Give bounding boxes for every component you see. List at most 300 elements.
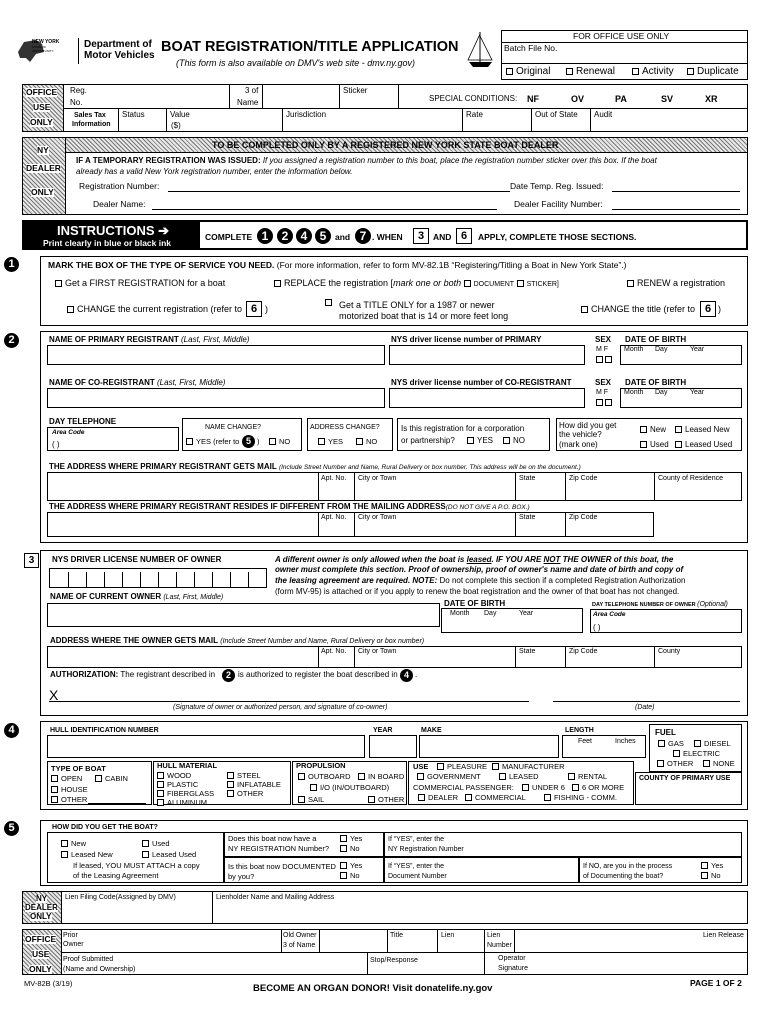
ny-reg-q2: NY REGISTRATION Number?	[228, 844, 329, 853]
authorization-text: AUTHORIZATION: The registrant described in	[50, 670, 216, 679]
make-input[interactable]	[419, 735, 559, 758]
resides-address-input[interactable]	[47, 512, 654, 537]
name-label: Name	[237, 98, 259, 107]
hull-plastic[interactable]: PLASTIC	[157, 781, 198, 789]
sex-mf-label: M F	[596, 346, 609, 353]
documented-q1: Is this boat now DOCUMENTED	[228, 862, 336, 871]
vehicle-used-checkbox[interactable]	[640, 441, 647, 448]
boat-new-checkbox[interactable]	[61, 840, 68, 847]
use-pleasure-checkbox[interactable]	[437, 763, 444, 770]
office2-side-1: OFFICE	[25, 934, 57, 944]
fuel-electric-checkbox[interactable]	[673, 750, 680, 757]
name-change-yes-checkbox[interactable]	[186, 438, 193, 445]
owner-note-3: the leasing agreement are required. NOTE: Do not complete this section if a completed Registration Authorization	[275, 576, 686, 585]
change-title-option[interactable]: CHANGE the title (refer to	[581, 305, 695, 314]
lien-release-label: Lien Release	[703, 932, 744, 939]
out-of-state-label: Out of State	[535, 110, 578, 119]
documenting-yes[interactable]: Yes	[701, 862, 723, 870]
boat-used-checkbox[interactable]	[142, 840, 149, 847]
title-only-label-2: motorized boat that is 14 or more feet long	[339, 311, 509, 321]
dealer-name-label: Dealer Name:	[93, 199, 146, 209]
office-side-2: USE	[33, 102, 51, 112]
use-leased-checkbox[interactable]	[499, 773, 506, 780]
name-change-yes[interactable]: YES (refer to	[186, 438, 239, 446]
dealer-side-2: DEALER	[26, 163, 61, 173]
dealer2-side-1: NY	[36, 894, 48, 903]
date-temp-field[interactable]	[612, 191, 740, 192]
hull-steel-checkbox[interactable]	[227, 772, 234, 779]
use-government-checkbox[interactable]	[417, 773, 424, 780]
type-label: TYPE OF BOAT	[51, 764, 106, 773]
use-under-6[interactable]: UNDER 6	[522, 784, 565, 792]
dob-year: Year	[690, 346, 705, 353]
how-vehicle-label-2: the vehicle?	[559, 430, 602, 439]
make-label: MAKE	[421, 727, 442, 734]
auth-period: .	[415, 670, 418, 679]
when-section-6: 6	[456, 228, 472, 244]
resides-apt-label: Apt. No.	[321, 514, 347, 521]
sex-m-checkbox[interactable]	[596, 356, 603, 363]
documented-no[interactable]: No	[340, 872, 360, 880]
corporation-yes-checkbox[interactable]	[467, 437, 474, 444]
fuel-other-checkbox[interactable]	[657, 760, 664, 767]
operator-label: Operator	[498, 955, 526, 962]
dealer-side-3: ONLY	[31, 187, 54, 197]
agency-name: NEW YORK	[32, 39, 60, 45]
nys-lic-co-input[interactable]	[389, 388, 585, 408]
use-label: USE	[413, 762, 429, 771]
complete-label: COMPLETE	[205, 232, 253, 242]
primary-registrant-input[interactable]	[47, 345, 385, 365]
commercial-passenger-label: COMMERCIAL PASSENGER:	[413, 783, 514, 792]
renew-registration-option[interactable]: RENEW a registration	[627, 279, 725, 288]
type-cabin[interactable]: CABIN	[95, 775, 128, 783]
vehicle-leased-used-checkbox[interactable]	[675, 441, 682, 448]
corporation-label: Is this registration for a corporation	[401, 424, 525, 433]
condition-sv: SV	[661, 94, 674, 104]
hull-wood-checkbox[interactable]	[157, 772, 164, 779]
inches-label: Inches	[615, 738, 636, 745]
when-section-3: 3	[413, 228, 429, 244]
name-change-section-ref: 5	[242, 435, 255, 448]
ny-reg-if-yes-2: NY Registration Number	[388, 846, 464, 853]
title-only-checkbox[interactable]	[325, 299, 332, 306]
use-fishing[interactable]: FISHING - COMM.	[544, 794, 617, 802]
prop-other-checkbox[interactable]	[368, 796, 375, 803]
use-manufacturer[interactable]: MANUFACTURER	[492, 763, 565, 771]
prop-sail-checkbox[interactable]	[298, 796, 305, 803]
prop-outboard-checkbox[interactable]	[298, 773, 305, 780]
ny-reg-q1: Does this boat now have a	[228, 834, 317, 843]
dob-day: Day	[655, 346, 668, 353]
co-sex-mf-label: M F	[596, 389, 609, 396]
signature-caption: (Signature of owner or authorized person, and signature of co-owner)	[173, 704, 388, 711]
owner-note-4: (form MV-95) is attached or if you apply to renew the boat registration and the owner of that boat has not changed.	[275, 587, 680, 596]
fuel-gas[interactable]: GAS	[658, 740, 684, 748]
facility-field[interactable]	[612, 209, 740, 210]
hull-steel[interactable]: STEEL	[227, 772, 261, 780]
information-label: Information	[72, 121, 111, 128]
hull-aluminum[interactable]: ALUMINUM	[157, 799, 207, 807]
old-owner-label: Old Owner	[283, 932, 317, 939]
type-house[interactable]: HOUSE	[51, 786, 88, 794]
name-change-no[interactable]: NO	[269, 438, 290, 446]
owner-dob-label: DATE OF BIRTH	[444, 599, 506, 608]
first-registration-option[interactable]: Get a FIRST REGISTRATION for a boat	[55, 279, 225, 288]
sales-tax-label: Sales Tax	[74, 112, 106, 119]
complete-step-5: 5	[315, 228, 331, 244]
hull-inflatable[interactable]: INFLATABLE	[227, 781, 281, 789]
office2-side-2: USE	[32, 949, 50, 959]
boat-new[interactable]: New	[61, 840, 86, 848]
ny-reg-yes[interactable]: Yes	[340, 835, 362, 843]
nys-lic-primary-label: NYS driver license number of PRIMARY	[391, 335, 542, 344]
signature-line[interactable]	[49, 701, 529, 702]
address-change-yes-checkbox[interactable]	[318, 438, 325, 445]
fuel-other[interactable]: OTHER	[657, 760, 693, 768]
date-caption: (Date)	[635, 704, 655, 711]
dealer-banner: TO BE COMPLETED ONLY BY A REGISTERED NEW YORK STATE BOAT DEALER	[212, 140, 559, 150]
owner-license-label: NYS DRIVER LICENSE NUMBER OF OWNER	[52, 555, 222, 564]
office-use-title: FOR OFFICE USE ONLY	[573, 31, 670, 41]
hin-input[interactable]	[47, 735, 365, 758]
when-label: . WHEN	[372, 232, 403, 242]
proof-label-2: (Name and Ownership)	[63, 966, 136, 973]
first-registration-checkbox[interactable]	[55, 280, 62, 287]
dept-name: Department of	[84, 39, 152, 50]
form-number: MV-82B (3/19)	[24, 979, 73, 988]
year-label: YEAR	[373, 727, 393, 734]
co-sex-label: SEX	[595, 378, 612, 387]
proof-label: Proof Submitted	[63, 956, 114, 963]
agency-line-2: STATE OF	[32, 45, 47, 49]
hull-label: HULL MATERIAL	[157, 761, 218, 770]
lien-label: Lien	[441, 932, 455, 939]
hin-label: HULL IDENTIFICATION NUMBER	[50, 727, 159, 734]
co-registrant-label: NAME OF CO-REGISTRANT (Last, First, Middle)	[49, 378, 226, 387]
hull-plastic-checkbox[interactable]	[157, 781, 164, 788]
corporation-no[interactable]: NO	[503, 437, 525, 445]
day-telephone-label: DAY TELEPHONE	[49, 417, 117, 426]
resides-zip-label: Zip Code	[569, 514, 598, 521]
co-sex-f-checkbox[interactable]	[605, 399, 612, 406]
address-change-no-checkbox[interactable]	[356, 438, 363, 445]
resides-address-label: THE ADDRESS WHERE PRIMARY REGISTRANT RESIDES IF DIFFERENT FROM THE MAILING ADDRESS(DO NOT GIVE A P.O. BOX.)	[49, 502, 530, 511]
vehicle-new-checkbox[interactable]	[640, 426, 647, 433]
address-change-box	[307, 418, 393, 451]
reg-number-label: Registration Number:	[79, 181, 160, 191]
condition-nf: NF	[527, 94, 539, 104]
agency-line-3: OPPORTUNITY.	[32, 49, 55, 53]
corporation-yes[interactable]: YES	[467, 437, 493, 445]
fuel-diesel-checkbox[interactable]	[694, 740, 701, 747]
complete-step-2: 2	[277, 228, 293, 244]
use-leased[interactable]: LEASED	[499, 773, 539, 781]
type-open[interactable]: OPEN	[51, 775, 82, 783]
owner-dob-day: Day	[484, 610, 497, 617]
change-title-section-ref: 6	[700, 301, 716, 317]
option-renewal[interactable]: Renewal	[566, 67, 615, 77]
prop-io-checkbox[interactable]	[310, 784, 317, 791]
option-activity[interactable]: Activity	[632, 67, 674, 77]
use-commercial[interactable]: COMMERCIAL	[465, 794, 526, 802]
owner-zip-label: Zip Code	[569, 648, 598, 655]
if-no-label: If NO, are you in the process	[583, 863, 673, 870]
dob-month: Month	[624, 346, 644, 353]
replace-registration-option[interactable]: REPLACE the registration [mark one or both DOCUMENT STICKER]	[274, 279, 559, 288]
owner-city-label: City or Town	[358, 648, 397, 655]
owner-label: Owner	[63, 941, 84, 948]
co-sex-m-checkbox[interactable]	[596, 399, 603, 406]
current-owner-label: NAME OF CURRENT OWNER (Last, First, Middle)	[50, 592, 224, 601]
hull-other-checkbox[interactable]	[227, 790, 234, 797]
and2-label: AND	[433, 232, 452, 242]
lien-code-label: Lien Filing Code(Assigned by DMV)	[65, 894, 176, 901]
use-pleasure[interactable]: PLEASURE	[437, 763, 487, 771]
auth-section-2: 2	[222, 669, 235, 682]
complete-step-1: 1	[257, 228, 273, 244]
change-registration-option[interactable]: CHANGE the current registration (refer to	[67, 305, 242, 314]
documenting-yes-checkbox[interactable]	[701, 862, 708, 869]
use-6-or-more[interactable]: 6 OR MORE	[572, 784, 624, 792]
hull-other[interactable]: OTHER	[227, 790, 263, 798]
co-dob-month: Month	[624, 389, 644, 396]
fuel-electric[interactable]: ELECTRIC	[673, 750, 720, 758]
date-line[interactable]	[553, 701, 740, 702]
complete-step-7: 7	[355, 228, 371, 244]
owner-area-paren: ( )	[593, 623, 601, 632]
option-duplicate[interactable]: Duplicate	[687, 67, 739, 77]
documenting-no-checkbox[interactable]	[701, 872, 708, 879]
activity-checkbox[interactable]	[632, 68, 639, 75]
ny-reg-no[interactable]: No	[340, 845, 360, 853]
page-number: PAGE 1 OF 2	[690, 978, 742, 988]
hull-fiberglass[interactable]: FIBERGLASS	[157, 790, 214, 798]
instructions-sub: Print clearly in blue or black ink	[43, 238, 172, 248]
original-checkbox[interactable]	[506, 68, 513, 75]
dob-label: DATE OF BIRTH	[625, 335, 687, 344]
name-change-no-checkbox[interactable]	[269, 438, 276, 445]
renew-registration-checkbox[interactable]	[627, 280, 634, 287]
use-government[interactable]: GOVERNMENT	[417, 773, 481, 781]
change-registration-checkbox[interactable]	[67, 306, 74, 313]
type-other-checkbox[interactable]	[51, 796, 58, 803]
documenting-no[interactable]: No	[701, 872, 721, 880]
number-label: Number	[487, 942, 512, 949]
documented-yes[interactable]: Yes	[340, 862, 362, 870]
mail-city-label: City or Town	[358, 475, 397, 482]
co-dob-year: Year	[690, 389, 705, 396]
date-temp-label: Date Temp. Reg. Issued:	[510, 181, 604, 191]
section-1-instructions: MARK THE BOX OF THE TYPE OF SERVICE YOU NEED. (For more information, refer to form MV-82.1B “Registering/Titling a Boat in New York State”.)	[48, 260, 627, 270]
address-change-yes[interactable]: YES	[318, 438, 343, 446]
prop-sail[interactable]: SAIL	[298, 796, 324, 804]
co-dob-label: DATE OF BIRTH	[625, 378, 687, 387]
owner-dob-month: Month	[450, 610, 470, 617]
status-label: Status	[122, 110, 145, 119]
area-code-label: Area Code	[52, 429, 85, 436]
section-2-number: 2	[4, 333, 19, 348]
owner-state-label: State	[519, 648, 536, 655]
sticker-checkbox[interactable]	[517, 280, 524, 287]
primary-registrant-label: NAME OF PRIMARY REGISTRANT (Last, First, Middle)	[49, 335, 250, 344]
dept-name-2: Motor Vehicles	[84, 50, 155, 61]
close-paren-2: )	[718, 304, 721, 314]
dollar-label: ($)	[171, 121, 181, 130]
facility-label: Dealer Facility Number:	[514, 199, 603, 209]
operator-signature-label: Signature	[498, 965, 528, 972]
type-cabin-checkbox[interactable]	[95, 775, 102, 782]
name-change-box	[182, 418, 302, 451]
hull-wood[interactable]: WOOD	[157, 772, 191, 780]
close-paren-3: )	[257, 437, 260, 446]
hull-aluminum-checkbox[interactable]	[157, 799, 164, 806]
owner-area-code: Area Code	[593, 611, 626, 618]
form-title: BOAT REGISTRATION/TITLE APPLICATION	[161, 39, 459, 55]
dealer2-side-3: ONLY	[30, 912, 52, 921]
owner-dob-year: Year	[519, 610, 534, 617]
prop-io[interactable]: I/O (IN/OUTBOARD)	[310, 784, 389, 792]
prior-label: Prior	[63, 932, 78, 939]
vehicle-new[interactable]: New	[640, 426, 666, 434]
batch-label: Batch File No.	[504, 43, 558, 53]
change-registration-section-ref: 6	[246, 301, 262, 317]
owner-apt-label: Apt. No.	[321, 648, 347, 655]
if-leased-label-2: of the Leasing Agreement	[73, 871, 159, 880]
boat-used[interactable]: Used	[142, 840, 170, 848]
boat-leased-new-checkbox[interactable]	[61, 851, 68, 858]
ny-reg-yes-checkbox[interactable]	[340, 835, 347, 842]
how-got-boat-label: HOW DID YOU GET THE BOAT?	[52, 824, 158, 831]
change-title-checkbox[interactable]	[581, 306, 588, 313]
condition-xr: XR	[705, 94, 718, 104]
instructions-title: INSTRUCTIONS ➔	[57, 223, 170, 238]
owner-note-2: owner must complete this section. Proof of ownership, proof of owner's name and date of birth and copy of	[275, 565, 684, 574]
hull-inflatable-checkbox[interactable]	[227, 781, 234, 788]
jurisdiction-label: Jurisdiction	[286, 110, 327, 119]
dealer-name-field[interactable]	[152, 209, 497, 210]
use-under-6-checkbox[interactable]	[522, 784, 529, 791]
no-label: No.	[70, 98, 83, 107]
corporation-label-2: or partnership?	[401, 436, 455, 445]
section-3-number: 3	[24, 553, 39, 568]
complete-step-4: 4	[296, 228, 312, 244]
temp-reg-text: IF A TEMPORARY REGISTRATION WAS ISSUED: If you assigned a registration number to this boat, place the registration number sticker over this box. If the boat	[76, 156, 657, 165]
reg-label: Reg.	[70, 86, 87, 95]
use-manufacturer-checkbox[interactable]	[492, 763, 499, 770]
fuel-diesel[interactable]: DIESEL	[694, 740, 731, 748]
vehicle-leased-used[interactable]: Leased Used	[675, 441, 732, 449]
prop-outboard[interactable]: OUTBOARD	[298, 773, 351, 781]
nys-lic-primary-input[interactable]	[389, 345, 585, 365]
fuel-gas-checkbox[interactable]	[658, 740, 665, 747]
owner-county-label: County	[658, 648, 681, 655]
use-fishing-checkbox[interactable]	[544, 794, 551, 801]
sticker-label: Sticker	[343, 86, 368, 95]
name-change-label: NAME CHANGE?	[205, 424, 262, 431]
documented-no-checkbox[interactable]	[340, 872, 347, 879]
how-vehicle-label: How did you get	[559, 421, 617, 430]
ny-reg-no-checkbox[interactable]	[340, 845, 347, 852]
if-no-label-2: of Documenting the boat?	[583, 873, 664, 880]
nys-lic-co-label: NYS driver license number of CO-REGISTRANT	[391, 378, 572, 387]
title-label: Title	[390, 932, 403, 939]
audit-label: Audit	[594, 110, 613, 119]
prop-other[interactable]: OTHER	[368, 796, 404, 804]
type-house-checkbox[interactable]	[51, 786, 58, 793]
owner-address-label: ADDRESS WHERE THE OWNER GETS MAIL (Include Street Number and Name, Rural Delivery or box number)	[50, 636, 425, 645]
use-6-or-more-checkbox[interactable]	[572, 784, 579, 791]
ny-reg-if-yes: If “YES”, enter the	[388, 836, 445, 843]
reg-number-field[interactable]	[168, 191, 510, 192]
current-owner-input[interactable]	[47, 603, 440, 627]
dealer-side-1: NY	[37, 145, 49, 155]
authorization-text-2: is authorized to register the boat described in	[238, 670, 398, 679]
use-commercial-checkbox[interactable]	[465, 794, 472, 801]
fuel-none-checkbox[interactable]	[703, 760, 710, 767]
section-4-number: 4	[4, 723, 19, 738]
doc-if-yes: If “YES”, enter the	[388, 863, 445, 870]
lien-number-label: Lien	[487, 932, 501, 939]
hull-fiberglass-checkbox[interactable]	[157, 790, 164, 797]
corporation-no-checkbox[interactable]	[503, 437, 510, 444]
use-dealer-checkbox[interactable]	[418, 794, 425, 801]
replace-registration-checkbox[interactable]	[274, 280, 281, 287]
document-checkbox[interactable]	[464, 280, 471, 287]
use-rental-checkbox[interactable]	[568, 773, 575, 780]
prop-inboard-checkbox[interactable]	[358, 773, 365, 780]
fuel-none[interactable]: NONE	[703, 760, 735, 768]
auth-section-4: 4	[400, 669, 413, 682]
type-other[interactable]: OTHER	[51, 796, 87, 804]
form-subtitle: (This form is also available on DMV's web site - dmv.ny.gov)	[176, 58, 415, 68]
vehicle-leased-new[interactable]: Leased New	[675, 426, 729, 434]
owner-tel-label: DAY TELEPHONE NUMBER OF OWNER (Optional)	[592, 601, 728, 608]
boat-leased-used[interactable]: Leased Used	[142, 851, 196, 859]
title-only-label: Get a TITLE ONLY for a 1987 or newer	[339, 300, 495, 310]
use-rental[interactable]: RENTAL	[568, 773, 607, 781]
doc-if-yes-2: Document Number	[388, 873, 447, 880]
vehicle-leased-new-checkbox[interactable]	[675, 426, 682, 433]
address-change-no[interactable]: NO	[356, 438, 377, 446]
co-registrant-input[interactable]	[47, 388, 385, 408]
three-of-label: 3 of	[245, 86, 259, 95]
mail-address-label: THE ADDRESS WHERE PRIMARY REGISTRANT GETS MAIL (Include Street Number and Name, Rural Delivery or box number. This address will be on the document.)	[49, 462, 581, 471]
length-label: LENGTH	[565, 727, 594, 734]
duplicate-checkbox[interactable]	[687, 68, 694, 75]
prop-inboard[interactable]: IN BOARD	[358, 773, 404, 781]
documented-yes-checkbox[interactable]	[340, 862, 347, 869]
option-original[interactable]: Original	[506, 67, 550, 77]
renewal-checkbox[interactable]	[566, 68, 573, 75]
year-input[interactable]	[369, 735, 417, 758]
dealer2-side-2: DEALER	[25, 903, 58, 912]
if-leased-label: If leased, YOU MUST ATTACH a copy	[73, 861, 200, 870]
resides-state-label: State	[519, 514, 536, 521]
boat-leased-new[interactable]: Leased New	[61, 851, 113, 859]
type-open-checkbox[interactable]	[51, 775, 58, 782]
area-code-paren: ( )	[52, 440, 60, 449]
boat-leased-used-checkbox[interactable]	[142, 851, 149, 858]
use-dealer[interactable]: DEALER	[418, 794, 458, 802]
sex-f-checkbox[interactable]	[605, 356, 612, 363]
vehicle-used[interactable]: Used	[640, 441, 669, 449]
and-label: and	[335, 232, 351, 242]
sailboat-icon	[464, 30, 496, 70]
section-1-number: 1	[4, 257, 19, 272]
fuel-label: FUEL	[655, 728, 676, 737]
mail-zip-label: Zip Code	[569, 475, 598, 482]
